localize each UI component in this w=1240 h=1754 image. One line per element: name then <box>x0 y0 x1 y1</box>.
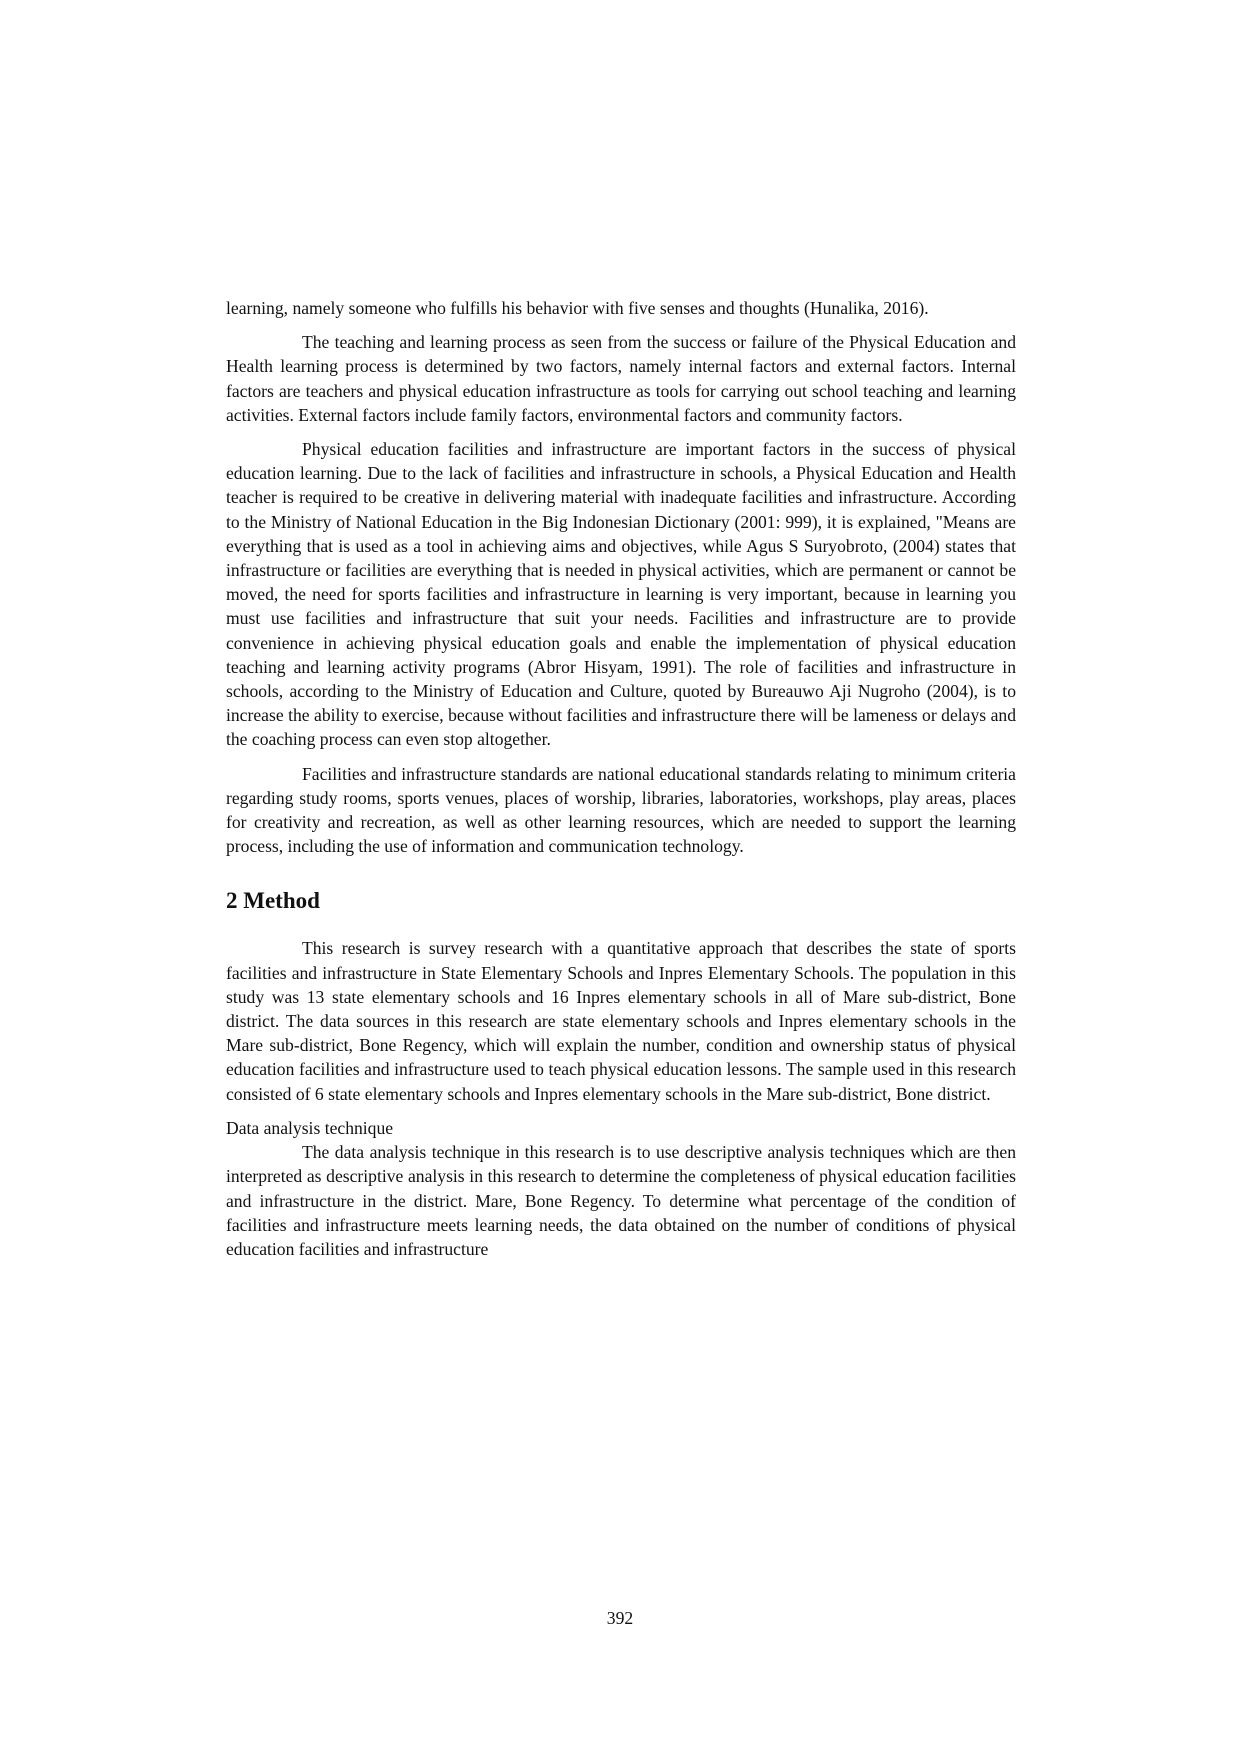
paragraph-method-description: This research is survey research with a quantitative approach that describes the state of sports facilities and infrastructure in State Elementary Schools and Inpres Elementary Schools. The population in this study was 13 state elementary schools and 16 Inpres elementary schools in all of Mare sub-district, Bone district. The data sources in this research are state elementary schools and Inpres elementary schools in the Mare sub-district, Bone Regency, which will explain the number, condition and ownership status of physical education facilities and infrastructure used to teach physical education lessons. The sample used in this research consisted of 6 state elementary schools and Inpres elementary schools in the Mare sub-district, Bone district. <box>226 938 1016 1104</box>
paragraph-data-analysis: The data analysis technique in this research is to use descriptive analysis techniques which are then interpreted as descriptive analysis in this research to determine the completeness of physical education facilities and infrastructure in the district. Mare, Bone Regency. To determine what percentage of the condition of facilities and infrastructure meets learning needs, the data obtained on the number of conditions of physical education facilities and infrastructure <box>226 1142 1016 1259</box>
paragraph-facilities-importance: Physical education facilities and infrastructure are important factors in the success of physical education learning. Due to the lack of facilities and infrastructure in schools, a Physical Education and Health teacher is required to be creative in delivering material with inadequate facilities and infrastructure. According to the Ministry of National Education in the Big Indonesian Dictionary (2001: 999), it is explained, "Means are everything that is used as a tool in achieving aims and objectives, while Agus S Suryobroto, (2004) states that infrastructure or facilities are everything that is needed in physical activities, which are permanent or cannot be moved, the need for sports facilities and infrastructure in learning is very important, because in learning you must use facilities and infrastructure that suit your needs. Facilities and infrastructure are to provide convenience in achieving physical education goals and enable the implementation of physical education teaching and learning activity programs (Abror Hisyam, 1991). The role of facilities and infrastructure in schools, according to the Ministry of Education and Culture, quoted by Bureauwo Aji Nugroho (2004), is to increase the ability to exercise, because without facilities and infrastructure there will be lameness or delays and the coaching process can even stop altogether. <box>226 439 1016 750</box>
section-heading-method: 2 Method <box>226 888 320 914</box>
subheading-data-analysis: Data analysis technique <box>226 1117 394 1138</box>
paragraph-facilities-standards: Facilities and infrastructure standards are national educational standards relating to minimum criteria regarding study rooms, sports venues, places of worship, libraries, laboratories, workshops, play areas, places for creativity and recreation, as well as other learning resources, which are needed to support the learning process, including the use of information and communication technology. <box>226 763 1016 857</box>
page-number: 392 <box>606 1608 634 1628</box>
page-body <box>226 296 1016 1271</box>
paragraph-teaching-process: The teaching and learning process as seen from the success or failure of the Physical Education and Health learning process is determined by two factors, namely internal factors and external factors. Internal factors are teachers and physical education infrastructure as tools for carrying out school teaching and learning activities. External factors include family factors, environmental factors and community factors. <box>226 332 1016 425</box>
paragraph-continuation: learning, namely someone who fulfills his behavior with five senses and thoughts (Hunalika, 2016). <box>226 298 929 318</box>
